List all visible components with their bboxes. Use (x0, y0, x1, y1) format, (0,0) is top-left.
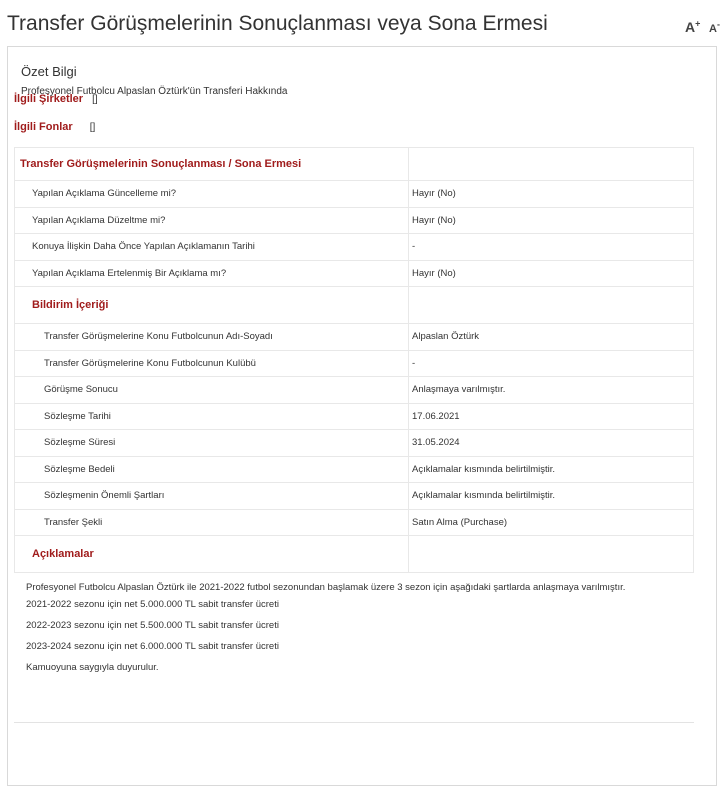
explanation-intro: Profesyonel Futbolcu Alpaslan Öztürk ile 2021-2022 futbol sezonundan başlamak üzere 3 sezon için aşağıdaki şartlarda anlaşmaya varılmıştır. (26, 582, 626, 593)
row-value: Açıklamalar kısmında belirtilmiştir. (409, 483, 694, 510)
explanation-line: 2023-2024 sezonu için net 6.000.000 TL sabit transfer ücreti (26, 641, 279, 652)
disclosure-table (14, 147, 694, 573)
font-size-controls (685, 18, 720, 35)
row-label: Yapılan Açıklama Güncelleme mi? (15, 181, 409, 208)
table-row (15, 234, 694, 261)
row-label: Yapılan Açıklama Ertelenmiş Bir Açıklama mı? (15, 260, 409, 287)
section-header-empty (409, 148, 694, 181)
notification-header-row (15, 287, 694, 324)
row-value: 17.06.2021 (409, 403, 694, 430)
table-row (15, 483, 694, 510)
row-label: Sözleşme Süresi (15, 430, 409, 457)
row-label: Transfer Görüşmelerine Konu Futbolcunun Adı-Soyadı (15, 324, 409, 351)
explanations-header: Açıklamalar (15, 536, 409, 573)
row-value: Anlaşmaya varılmıştır. (409, 377, 694, 404)
page-header (0, 0, 726, 46)
row-label: Transfer Şekli (15, 509, 409, 536)
table-row (15, 181, 694, 208)
row-value: Hayır (No) (409, 181, 694, 208)
summary-text: Profesyonel Futbolcu Alpaslan Öztürk'ün Transferi Hakkında (21, 86, 288, 97)
explanation-line: 2022-2023 sezonu için net 5.500.000 TL sabit transfer ücreti (26, 620, 279, 631)
row-label: Sözleşme Tarihi (15, 403, 409, 430)
table-row (15, 509, 694, 536)
table-row (15, 377, 694, 404)
table-row (15, 324, 694, 351)
row-label: Görüşme Sonucu (15, 377, 409, 404)
section-header: Transfer Görüşmelerinin Sonuçlanması / Sona Ermesi (15, 148, 409, 181)
row-value: Açıklamalar kısmında belirtilmiştir. (409, 456, 694, 483)
notification-header: Bildirim İçeriği (15, 287, 409, 324)
related-funds-value: [] (89, 122, 96, 133)
table-row (15, 403, 694, 430)
row-value: 31.05.2024 (409, 430, 694, 457)
notification-header-empty (409, 287, 694, 324)
table-row (15, 456, 694, 483)
row-label: Yapılan Açıklama Düzeltme mi? (15, 207, 409, 234)
row-label: Sözleşme Bedeli (15, 456, 409, 483)
page-title: Transfer Görüşmelerinin Sonuçlanması veya Sona Ermesi (7, 12, 548, 35)
font-increase-button[interactable]: A+ (685, 18, 701, 35)
table-row (15, 430, 694, 457)
font-decrease-button[interactable]: A- (709, 19, 720, 35)
related-funds (14, 121, 95, 133)
related-companies-value: [] (92, 94, 98, 105)
row-value: Satın Alma (Purchase) (409, 509, 694, 536)
explanations-header-empty (409, 536, 694, 573)
summary-title: Özet Bilgi (21, 64, 77, 79)
row-value: - (409, 234, 694, 261)
row-value: Alpaslan Öztürk (409, 324, 694, 351)
table-row (15, 350, 694, 377)
related-companies-label[interactable]: İlgili Şirketler (14, 93, 84, 105)
row-value: Hayır (No) (409, 260, 694, 287)
related-funds-label[interactable]: İlgili Fonlar (14, 121, 73, 133)
row-label: Konuya İlişkin Daha Önce Yapılan Açıklamanın Tarihi (15, 234, 409, 261)
explanation-line: 2021-2022 sezonu için net 5.000.000 TL sabit transfer ücreti (26, 599, 279, 610)
section-header-row (15, 148, 694, 181)
row-value: Hayır (No) (409, 207, 694, 234)
row-value: - (409, 350, 694, 377)
row-label: Sözleşmenin Önemli Şartları (15, 483, 409, 510)
explanation-closing: Kamuoyuna saygıyla duyurulur. (26, 662, 159, 673)
divider (14, 722, 694, 723)
table-row (15, 260, 694, 287)
row-label: Transfer Görüşmelerine Konu Futbolcunun Kulübü (15, 350, 409, 377)
table-row (15, 207, 694, 234)
explanations-header-row (15, 536, 694, 573)
related-companies (14, 93, 98, 105)
explanations-text (26, 581, 669, 682)
